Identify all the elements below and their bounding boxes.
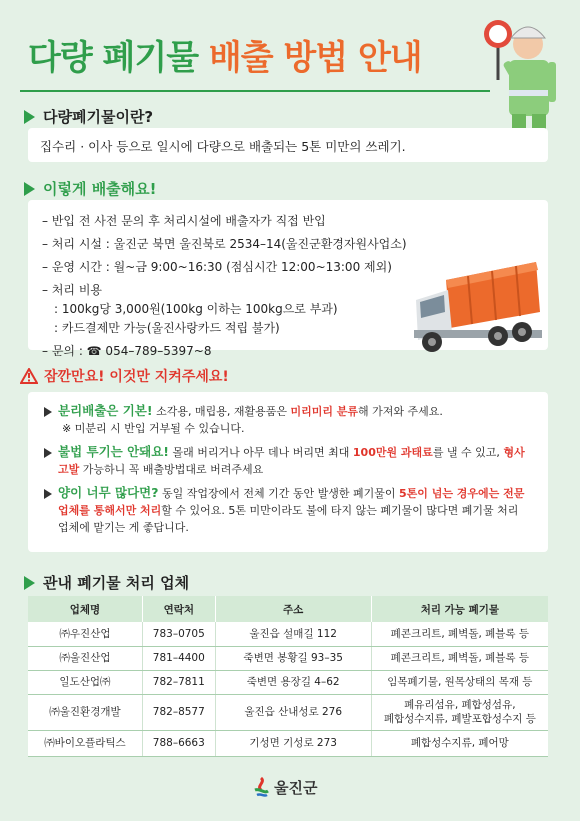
vendor-address: 기성면 기성로 273 xyxy=(215,730,371,756)
tip-text: 몰래 버리거나 아무 데나 버리면 최대 xyxy=(169,446,353,459)
tip-heading: 양이 너무 많다면? xyxy=(58,485,159,500)
vendor-waste-line: 폐합성수지류, 폐발포합성수지 등 xyxy=(383,713,536,725)
procedure-contact: – 문의 : ☎ 054–789–5397~8 xyxy=(42,344,212,358)
definition-heading-text: 다량폐기물이란? xyxy=(43,108,154,126)
table-row xyxy=(28,694,548,730)
logo-mark xyxy=(252,776,270,798)
warning-box xyxy=(28,392,548,552)
vendor-name: ㈜울진산업 xyxy=(28,646,142,670)
tip-emphasis: 미리미리 분류 xyxy=(290,405,359,418)
tip-body xyxy=(58,484,532,536)
warning-tip xyxy=(44,484,532,536)
vendor-address: 울진읍 설매길 112 xyxy=(215,622,371,646)
vendor-waste xyxy=(371,694,548,730)
vendor-name: ㈜우진산업 xyxy=(28,622,142,646)
vendor-phone: 783–0705 xyxy=(142,622,215,646)
tip-text: 가능하니 꼭 배출방법대로 버려주세요 xyxy=(79,463,264,476)
table-row xyxy=(28,646,548,670)
page-title xyxy=(28,30,422,79)
vendor-phone: 788–6663 xyxy=(142,730,215,756)
table-row xyxy=(28,730,548,756)
arrow-icon xyxy=(44,489,52,499)
procedure-item: – 반입 전 사전 문의 후 처리시설에 배출자가 직접 반입 xyxy=(42,214,326,228)
vendor-name: ㈜바이오플라틱스 xyxy=(28,730,142,756)
vendors-table xyxy=(28,596,548,757)
logo-text: 울진군 xyxy=(274,778,318,797)
title-divider xyxy=(20,90,490,92)
warning-tip xyxy=(44,443,532,478)
definition-text: 집수리 · 이사 등으로 일시에 다량으로 배출되는 5톤 미만의 쓰레기. xyxy=(40,139,406,154)
tip-text: 동일 작업장에서 전체 기간 동안 발생한 폐기물이 xyxy=(158,487,399,500)
cost-line: : 100kg당 3,000원(100kg 이하는 100kg으로 부과) xyxy=(54,302,338,316)
tip-text: 소각용, 매립용, 재활용품은 xyxy=(152,405,291,418)
column-header: 주소 xyxy=(215,596,371,622)
warning-heading xyxy=(20,366,229,386)
vendor-address: 죽변면 용장길 4–62 xyxy=(215,670,371,694)
vendor-name: 일도산업㈜ xyxy=(28,670,142,694)
procedure-item: – 처리 시설 : 울진군 북면 울진북로 2534–14(울진군환경자원사업소) xyxy=(42,237,407,251)
play-icon xyxy=(24,576,35,590)
vendor-phone: 782–7811 xyxy=(142,670,215,694)
column-header: 업체명 xyxy=(28,596,142,622)
vendor-phone: 782–8577 xyxy=(142,694,215,730)
cost-line: : 카드결제만 가능(울진사랑카드 적립 불가) xyxy=(54,321,280,335)
table-header-row xyxy=(28,596,548,622)
tip-note: ※ 미분리 시 반입 거부될 수 있습니다. xyxy=(62,422,245,435)
procedure-heading-text: 이렇게 배출해요! xyxy=(43,180,157,198)
vendor-waste: 폐콘크리트, 폐벽돌, 폐블록 등 xyxy=(371,646,548,670)
tip-heading: 불법 투기는 안돼요! xyxy=(58,444,170,459)
truck-illustration xyxy=(408,250,548,355)
procedure-heading xyxy=(24,178,157,199)
warning-heading-text: 잠깐만요! 이것만 지켜주세요! xyxy=(44,369,229,385)
procedure-item: – 운영 시간 : 월~금 9:00~16:30 (점심시간 12:00~13:00 제외) xyxy=(42,260,392,274)
county-logo xyxy=(252,776,317,798)
tip-text: 를 낼 수 있고, xyxy=(432,446,504,459)
tip-text: 해 가져와 주세요. xyxy=(358,405,443,418)
vendor-phone: 781–4400 xyxy=(142,646,215,670)
definition-heading xyxy=(24,106,153,127)
tip-text: 할 수 있어요. 5톤 미만이라도 불에 타지 않는 폐기물이 많다면 폐기물 처리 업체에 맡기는 게 좋답니다. xyxy=(58,504,519,534)
title-part2: 배출 방법 안내 xyxy=(208,38,422,78)
vendors-heading xyxy=(24,572,189,593)
play-icon xyxy=(24,110,35,124)
vendor-address: 죽변면 봉황길 93–35 xyxy=(215,646,371,670)
column-header: 연락처 xyxy=(142,596,215,622)
tip-emphasis: 형사 고발 xyxy=(58,446,525,476)
vendor-waste: 폐콘크리트, 폐벽돌, 폐블록 등 xyxy=(371,622,548,646)
tip-emphasis: 100만원 과태료 xyxy=(352,446,433,459)
tip-body xyxy=(58,443,532,478)
title-part1: 다량 폐기물 xyxy=(28,38,199,78)
warning-icon xyxy=(20,368,38,384)
definition-box xyxy=(28,128,548,162)
vendor-address: 울진읍 산내성로 276 xyxy=(215,694,371,730)
tip-emphasis: 5톤이 넘는 경우에는 전문 업체를 통해서만 처리 xyxy=(58,487,525,517)
vendor-waste: 임목폐기물, 원목상태의 목재 등 xyxy=(371,670,548,694)
vendor-waste: 폐합성수지류, 폐어망 xyxy=(371,730,548,756)
vendor-name: ㈜울진환경개발 xyxy=(28,694,142,730)
tip-heading: 분리배출은 기본! xyxy=(58,403,153,418)
arrow-icon xyxy=(44,407,52,417)
column-header: 처리 가능 폐기물 xyxy=(371,596,548,622)
cost-label: – 처리 비용 xyxy=(42,283,102,297)
vendors-heading-text: 관내 폐기물 처리 업체 xyxy=(43,574,190,592)
vendor-waste-line: 폐유리섬유, 폐합성섬유, xyxy=(404,699,516,711)
arrow-icon xyxy=(44,448,52,458)
warning-tip xyxy=(44,402,532,437)
table-row xyxy=(28,622,548,646)
tip-body xyxy=(58,402,443,437)
table-row xyxy=(28,670,548,694)
play-icon xyxy=(24,182,35,196)
